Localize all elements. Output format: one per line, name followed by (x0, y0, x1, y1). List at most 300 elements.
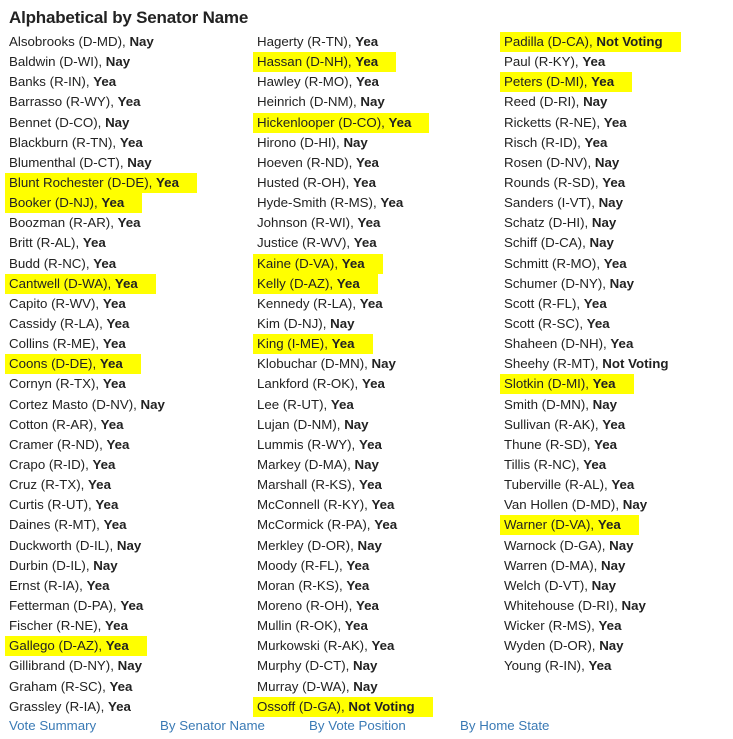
senator-name: Hawley (R-MO), (257, 74, 356, 90)
senator-entry (253, 314, 373, 334)
senator-name: Duckworth (D-IL), (9, 537, 117, 553)
vote-value: Yea (108, 698, 131, 714)
vote-value: Nay (127, 154, 152, 170)
senator-entry (5, 213, 159, 233)
senator-name: Cornyn (R-TX), (9, 376, 103, 392)
senator-name: Moody (R-FL), (257, 557, 347, 573)
senator-name: Hickenlooper (D-CO), (257, 114, 389, 130)
senator-row (5, 475, 245, 495)
senator-name: Kim (D-NJ), (257, 315, 331, 331)
senator-row (5, 354, 245, 374)
senator-row (500, 233, 733, 253)
senator-entry (500, 334, 651, 354)
senator-entry (253, 536, 400, 556)
senator-entry (500, 636, 642, 656)
senator-name: Daines (R-MT), (9, 517, 104, 533)
senator-entry (5, 556, 136, 576)
senator-row (5, 173, 245, 193)
senator-row (253, 475, 493, 495)
senator-entry (500, 475, 652, 495)
senator-row (500, 656, 733, 676)
vote-value: Nay (592, 396, 618, 412)
senator-name: Lankford (R-OK), (257, 376, 362, 392)
senator-row (253, 334, 493, 354)
vote-value: Yea (95, 497, 119, 513)
senator-row (253, 395, 493, 415)
senator-row (5, 153, 245, 173)
senator-name: Warnock (D-GA), (504, 537, 610, 553)
vote-value: Yea (582, 54, 606, 70)
senator-entry (500, 133, 625, 153)
senator-row (5, 72, 245, 92)
senator-name: Schmitt (R-MO), (504, 255, 604, 271)
senator-row (253, 133, 493, 153)
senator-name: Husted (R-OH), (257, 174, 354, 190)
senator-name: Slotkin (D-MI), (504, 376, 593, 392)
senator-entry (253, 415, 387, 435)
by-vote-position-link[interactable]: By Vote Position (309, 718, 406, 733)
senator-row (500, 72, 733, 92)
senator-name: Whitehouse (D-RI), (504, 597, 622, 613)
page-title: Alphabetical by Senator Name (9, 8, 249, 27)
vote-value: Yea (88, 477, 111, 493)
vote-value: Nay (609, 537, 634, 553)
by-senator-name-link[interactable]: By Senator Name (160, 718, 265, 733)
senator-name: Kaine (D-VA), (257, 255, 342, 271)
senator-name: Hoeven (R-ND), (257, 154, 357, 170)
senator-entry (5, 233, 124, 253)
senator-row (5, 92, 245, 112)
senator-name: Rounds (R-SD), (504, 174, 603, 190)
senator-name: Cassidy (R-LA), (9, 315, 107, 331)
senator-entry (500, 254, 645, 274)
senator-row (500, 334, 733, 354)
senator-row (5, 374, 245, 394)
senator-row (253, 113, 493, 133)
senator-name: Hirono (D-HI), (257, 134, 344, 150)
highlighted-entry (253, 52, 396, 72)
senator-name: Paul (R-KY), (504, 54, 583, 70)
senator-row (5, 294, 245, 314)
senator-row (500, 515, 733, 535)
vote-value: Yea (105, 618, 128, 634)
senator-row (5, 193, 245, 213)
vote-value: Yea (344, 618, 368, 634)
vote-value: Yea (358, 477, 382, 493)
senator-row (500, 354, 733, 374)
senator-entry (500, 92, 625, 112)
highlighted-entry (500, 32, 681, 52)
senator-entry (500, 213, 634, 233)
vote-value: Yea (358, 436, 382, 452)
senator-row (500, 556, 733, 576)
senator-row (500, 475, 733, 495)
senator-name: Thune (R-SD), (504, 436, 595, 452)
senator-name: McConnell (R-KY), (257, 497, 372, 513)
senator-row (253, 596, 493, 616)
senator-row (5, 616, 245, 636)
vote-value: Not Voting (602, 356, 669, 372)
senator-name: Klobuchar (D-MN), (257, 356, 372, 372)
senator-row (253, 455, 493, 475)
senator-entry (500, 556, 643, 576)
senator-name: Lujan (D-NM), (257, 416, 345, 432)
vote-value: Yea (82, 235, 106, 251)
senator-name: Crapo (R-ID), (9, 456, 93, 472)
senator-entry (5, 92, 159, 112)
senator-name: Merkley (D-OR), (257, 537, 358, 553)
senator-name: Risch (R-ID), (504, 134, 585, 150)
vote-value: Nay (140, 396, 165, 412)
vote-value: Yea (106, 436, 130, 452)
vote-value: Nay (601, 557, 626, 573)
senator-row (500, 596, 733, 616)
vote-value: Yea (119, 134, 143, 150)
senator-entry (5, 697, 149, 717)
senator-row (253, 515, 493, 535)
vote-value: Yea (156, 174, 179, 190)
vote-value: Yea (93, 74, 117, 90)
vote-value: Yea (336, 275, 360, 291)
senator-row (5, 556, 245, 576)
senator-name: Sullivan (R-AK), (504, 416, 603, 432)
senator-name: Grassley (R-IA), (9, 698, 108, 714)
senator-row (5, 415, 245, 435)
senator-row (500, 193, 733, 213)
senator-row (500, 153, 733, 173)
senator-name: Blackburn (R-TN), (9, 134, 120, 150)
senator-name: Tuberville (R-AL), (504, 477, 612, 493)
senator-name: Baldwin (D-WI), (9, 54, 106, 70)
vote-value: Nay (105, 54, 131, 70)
senator-row (253, 576, 493, 596)
senator-entry (253, 616, 386, 636)
vote-value: Yea (371, 497, 395, 513)
senator-name: Moreno (R-OH), (257, 597, 356, 613)
vote-value: Yea (356, 154, 379, 170)
senator-name: McCormick (R-PA), (257, 517, 375, 533)
senator-name: Scott (R-FL), (504, 295, 584, 311)
senator-column-2 (253, 32, 493, 717)
senator-row (500, 455, 733, 475)
senator-row (5, 274, 245, 294)
highlighted-entry (253, 113, 429, 133)
senator-row (5, 213, 245, 233)
vote-value: Yea (594, 436, 618, 452)
senator-row (500, 113, 733, 133)
senator-row (253, 193, 493, 213)
senator-entry (5, 254, 134, 274)
senator-name: Murray (D-WA), (257, 678, 354, 694)
senator-column-1 (5, 32, 245, 717)
senator-row (5, 133, 245, 153)
senator-entry (5, 475, 129, 495)
senator-entry (253, 596, 397, 616)
senator-row (500, 173, 733, 193)
senator-row (5, 636, 245, 656)
vote-value: Yea (598, 618, 622, 634)
vote-value: Yea (610, 336, 634, 352)
senator-row (500, 133, 733, 153)
vote-value: Yea (603, 114, 627, 130)
senator-entry (5, 72, 134, 92)
vote-value: Yea (357, 215, 381, 231)
vote-summary-link[interactable]: Vote Summary (9, 718, 97, 733)
vote-value: Nay (343, 134, 368, 150)
senator-name: Hassan (D-NH), (257, 54, 356, 70)
senator-row (253, 636, 493, 656)
senator-entry (253, 32, 396, 52)
vote-value: Nay (583, 94, 608, 110)
senator-row (5, 435, 245, 455)
senator-entry (500, 153, 637, 173)
vote-value: Yea (331, 336, 355, 352)
senator-name: Capito (R-WV), (9, 295, 103, 311)
senator-name: Heinrich (D-NM), (257, 94, 361, 110)
vote-value: Yea (106, 315, 130, 331)
senator-entry (5, 576, 128, 596)
highlighted-entry (500, 374, 634, 394)
senator-entry (5, 314, 147, 334)
senator-row (500, 415, 733, 435)
senator-name: Kelly (D-AZ), (257, 275, 337, 291)
senator-entry (5, 415, 142, 435)
senator-name: Fischer (R-NE), (9, 618, 106, 634)
senator-name: Padilla (D-CA), (504, 34, 597, 49)
vote-value: Nay (594, 154, 620, 170)
senator-entry (253, 294, 401, 314)
senator-name: Peters (D-MI), (504, 74, 592, 90)
senator-row (500, 576, 733, 596)
senator-name: Collins (R-ME), (9, 336, 103, 352)
senator-row (253, 374, 493, 394)
senator-name: Rosen (D-NV), (504, 154, 595, 170)
vote-value: Yea (86, 577, 110, 593)
senator-entry (5, 616, 146, 636)
senator-row (500, 294, 733, 314)
senator-name: Scott (R-SC), (504, 315, 587, 331)
senator-name: Ricketts (R-NE), (504, 114, 604, 130)
senator-row (500, 32, 733, 52)
vote-value: Yea (388, 114, 412, 130)
vote-value: Yea (102, 336, 126, 352)
senator-name: Gillibrand (D-NY), (9, 658, 118, 674)
vote-value: Yea (584, 134, 608, 150)
highlighted-entry (500, 515, 639, 535)
senator-name: Markey (D-MA), (257, 456, 355, 472)
senator-name: Durbin (D-IL), (9, 557, 94, 573)
senator-row (5, 656, 245, 676)
senator-row (253, 72, 493, 92)
senator-row (500, 616, 733, 636)
senator-entry (5, 294, 144, 314)
senator-name: Mullin (R-OK), (257, 618, 345, 634)
senator-name: Gallego (D-AZ), (9, 638, 106, 654)
vote-value: Nay (621, 597, 646, 613)
senator-name: Fetterman (D-PA), (9, 597, 121, 613)
senator-row (500, 314, 733, 334)
senator-row (5, 596, 245, 616)
vote-value: Yea (117, 94, 141, 110)
senator-name: Young (R-IN), (504, 658, 589, 674)
senator-entry (5, 515, 145, 535)
senator-name: Lummis (R-WY), (257, 436, 359, 452)
vote-value: Yea (103, 517, 127, 533)
senator-name: Warner (D-VA), (504, 517, 598, 533)
vote-value: Nay (330, 315, 355, 331)
senator-entry (500, 233, 632, 253)
vote-value: Yea (353, 174, 376, 190)
vote-value: Nay (353, 658, 378, 674)
senator-row (253, 415, 493, 435)
vote-value: Yea (102, 376, 126, 392)
vote-value: Nay (371, 356, 396, 372)
vote-value: Yea (117, 215, 141, 231)
senator-name: Tillis (R-NC), (504, 456, 584, 472)
senator-row (5, 233, 245, 253)
highlighted-entry (253, 274, 378, 294)
senator-row (5, 576, 245, 596)
vote-value: Not Voting (348, 698, 415, 714)
vote-value: Nay (353, 678, 378, 694)
senator-entry (253, 213, 398, 233)
senator-name: King (I-ME), (257, 336, 332, 352)
vote-value: Yea (371, 638, 395, 654)
senator-name: Moran (R-KS), (257, 577, 347, 593)
senator-row (253, 294, 493, 314)
vote-value: Yea (105, 638, 129, 654)
senator-name: Budd (R-NC), (9, 255, 94, 271)
senator-row (253, 556, 493, 576)
senator-row (5, 314, 245, 334)
senator-name: Shaheen (D-NH), (504, 336, 611, 352)
by-home-state-link[interactable]: By Home State (460, 718, 550, 733)
senator-row (5, 52, 245, 72)
senator-name: Schatz (D-HI), (504, 215, 592, 231)
vote-value: Yea (114, 275, 138, 291)
senator-entry (5, 656, 160, 676)
vote-value: Yea (591, 74, 615, 90)
senator-row (500, 92, 733, 112)
vote-value: Nay (599, 638, 624, 654)
senator-row (253, 254, 493, 274)
senator-row (500, 254, 733, 274)
vote-value: Yea (101, 195, 125, 211)
senator-row (500, 395, 733, 415)
vote-value: Yea (592, 376, 616, 392)
senator-entry (500, 173, 643, 193)
vote-value: Yea (361, 376, 385, 392)
senator-entry (253, 72, 397, 92)
senator-name: Cantwell (D-WA), (9, 275, 115, 291)
senator-name: Cotton (R-AR), (9, 416, 101, 432)
senator-entry (5, 52, 148, 72)
senator-row (253, 92, 493, 112)
senator-row (5, 254, 245, 274)
senator-entry (500, 274, 652, 294)
senator-entry (500, 314, 628, 334)
senator-row (253, 314, 493, 334)
vote-value: Yea (346, 557, 370, 573)
senator-entry (500, 536, 652, 556)
senator-entry (500, 415, 643, 435)
senator-entry (253, 374, 403, 394)
senator-name: Schiff (D-CA), (504, 235, 590, 251)
vote-value: Yea (611, 477, 635, 493)
senator-entry (5, 455, 133, 475)
senator-name: Kennedy (R-LA), (257, 295, 360, 311)
highlighted-entry (253, 697, 433, 717)
senator-name: Blumenthal (D-CT), (9, 154, 128, 170)
vote-value: Nay (609, 275, 635, 291)
senator-entry (253, 495, 412, 515)
vote-value: Yea (353, 235, 377, 251)
senator-entry (253, 636, 412, 656)
senator-name: Wicker (R-MS), (504, 618, 599, 634)
senator-entry (253, 435, 400, 455)
vote-value: Yea (355, 54, 379, 70)
senator-entry (5, 374, 144, 394)
senator-name: Barrasso (R-WY), (9, 94, 118, 110)
senator-name: Murkowski (R-AK), (257, 638, 372, 654)
senator-row (253, 32, 493, 52)
senator-row (253, 656, 493, 676)
vote-value: Yea (356, 597, 379, 613)
senator-entry (253, 515, 415, 535)
vote-value: Nay (116, 537, 142, 553)
senator-name: Alsobrooks (D-MD), (9, 34, 130, 49)
senator-name: Marshall (R-KS), (257, 477, 359, 493)
senator-entry (253, 677, 396, 697)
highlighted-entry (5, 636, 147, 656)
vote-value: Yea (359, 295, 383, 311)
senator-name: Lee (R-UT), (257, 396, 331, 412)
senator-name: Hyde-Smith (R-MS), (257, 195, 381, 211)
senator-row (253, 495, 493, 515)
senator-row (500, 213, 733, 233)
vote-value: Yea (356, 74, 379, 90)
senator-entry (253, 173, 394, 193)
senator-row (5, 515, 245, 535)
vote-value: Yea (330, 396, 354, 412)
senator-row (253, 274, 493, 294)
senator-row (5, 697, 245, 717)
vote-value: Yea (109, 678, 133, 694)
vote-value: Yea (92, 456, 116, 472)
senator-entry (5, 677, 150, 697)
vote-value: Nay (589, 235, 614, 251)
senator-name: Bennet (D-CO), (9, 114, 106, 130)
vote-value: Yea (597, 517, 621, 533)
senator-entry (5, 153, 170, 173)
senator-column-3 (500, 32, 733, 677)
senator-entry (253, 233, 395, 253)
senator-entry (500, 576, 634, 596)
vote-value: Yea (583, 295, 607, 311)
highlighted-entry (5, 193, 142, 213)
senator-row (500, 495, 733, 515)
senator-row (500, 435, 733, 455)
vote-value: Nay (344, 416, 369, 432)
senator-row (5, 395, 245, 415)
senator-name: Britt (R-AL), (9, 235, 83, 251)
senator-entry (500, 52, 623, 72)
senator-name: Cortez Masto (D-NV), (9, 396, 141, 412)
senator-name: Blunt Rochester (D-DE), (9, 174, 157, 190)
vote-value: Not Voting (596, 34, 663, 49)
senator-entry (500, 113, 645, 133)
vote-value: Nay (591, 577, 617, 593)
